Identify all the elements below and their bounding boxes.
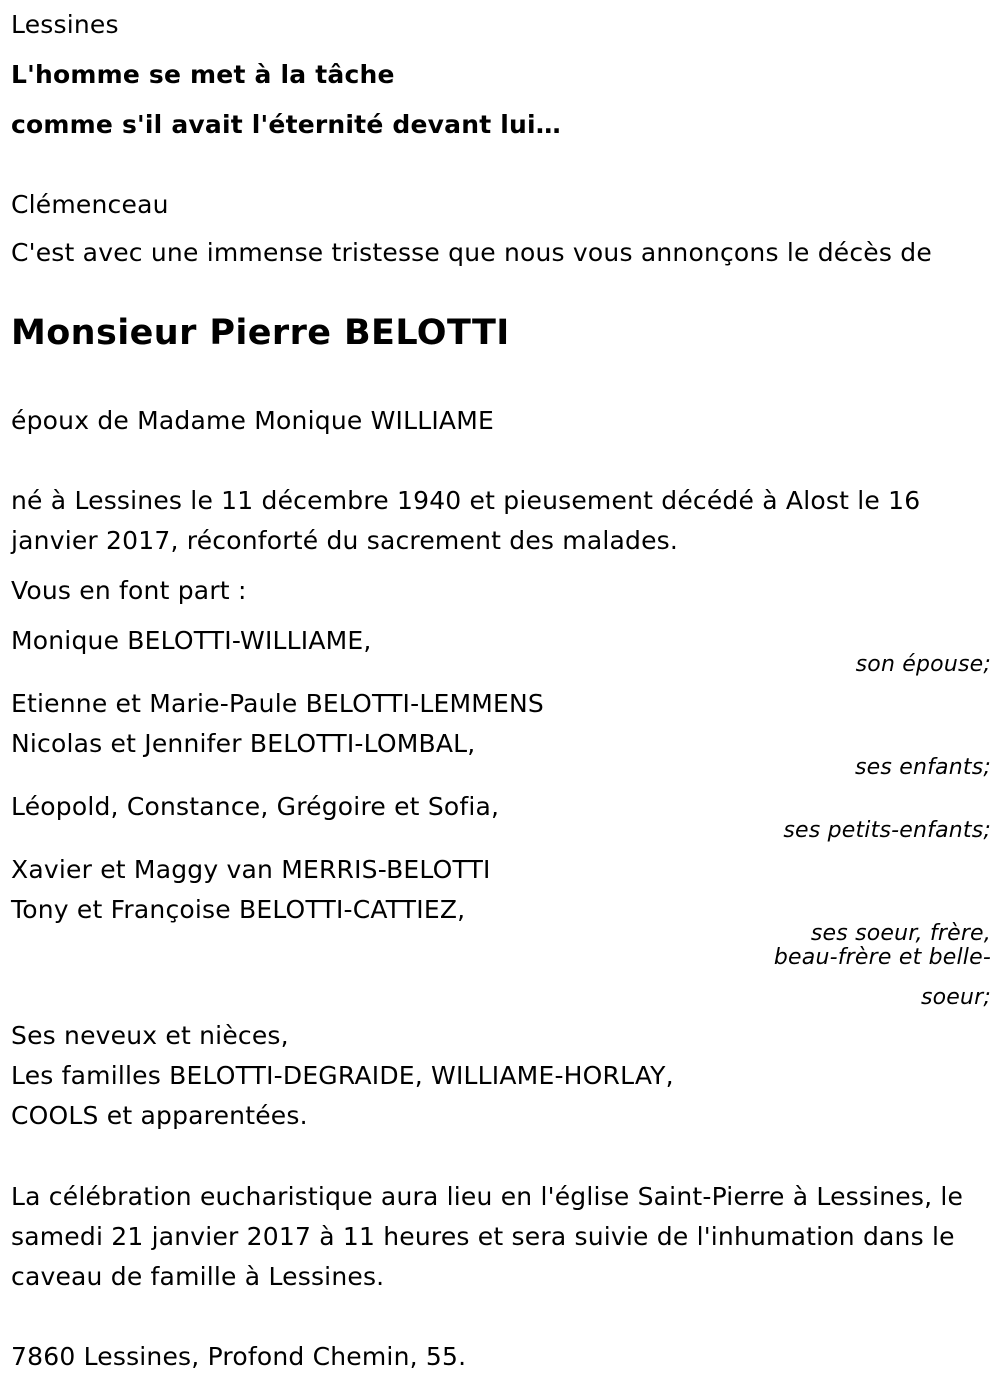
deceased-name: Monsieur Pierre BELOTTI [11, 313, 510, 353]
quote-line-2: comme s'il avait l'éternité devant lui… [11, 110, 561, 139]
place-label: Lessines [11, 10, 119, 39]
family-intro: Vous en font part : [11, 576, 247, 605]
other-relatives: Les familles BELOTTI-DEGRAIDE, WILLIAME-HORLAY, [11, 1061, 674, 1090]
address: 7860 Lessines, Profond Chemin, 55. [11, 1342, 467, 1371]
family-member: Léopold, Constance, Grégoire et Sofia, [11, 792, 500, 821]
family-member: Nicolas et Jennifer BELOTTI-LOMBAL, [11, 729, 476, 758]
relation-label: ses enfants; [854, 755, 991, 780]
announcement-text: C'est avec une immense tristesse que nous vous annonçons le décès de [11, 238, 932, 267]
other-relatives: Ses neveux et nièces, [11, 1021, 289, 1050]
family-member: Monique BELOTTI-WILLIAME, [11, 626, 372, 655]
family-member: Tony et Françoise BELOTTI-CATTIEZ, [11, 895, 466, 924]
quote-line-1: L'homme se met à la tâche [11, 60, 395, 89]
place-label-2: Clémenceau [11, 190, 169, 219]
relation-label: soeur; [920, 985, 991, 1010]
relation-label: son épouse; [855, 652, 991, 677]
relation-label: ses petits-enfants; [783, 818, 991, 843]
birth-death-text: né à Lessines le 11 décembre 1940 et pieusement décédé à Alost le 16 janvier 2017, réconforté du sacrement des malades. [11, 486, 921, 555]
spouse-line: époux de Madame Monique WILLIAME [11, 406, 494, 435]
other-relatives: COOLS et apparentées. [11, 1101, 308, 1130]
family-member: Etienne et Marie-Paule BELOTTI-LEMMENS [11, 689, 544, 718]
relation-label: beau-frère et belle- [773, 945, 991, 970]
relation-label: ses soeur, frère, [810, 921, 991, 946]
family-member: Xavier et Maggy van MERRIS-BELOTTI [11, 855, 491, 884]
ceremony-text: La célébration eucharistique aura lieu en l'église Saint-Pierre à Lessines, le samedi 21 janvier 2017 à 11 heures et sera suivie de l'inhumation dans le caveau de famille à Lessines. [11, 1182, 964, 1291]
